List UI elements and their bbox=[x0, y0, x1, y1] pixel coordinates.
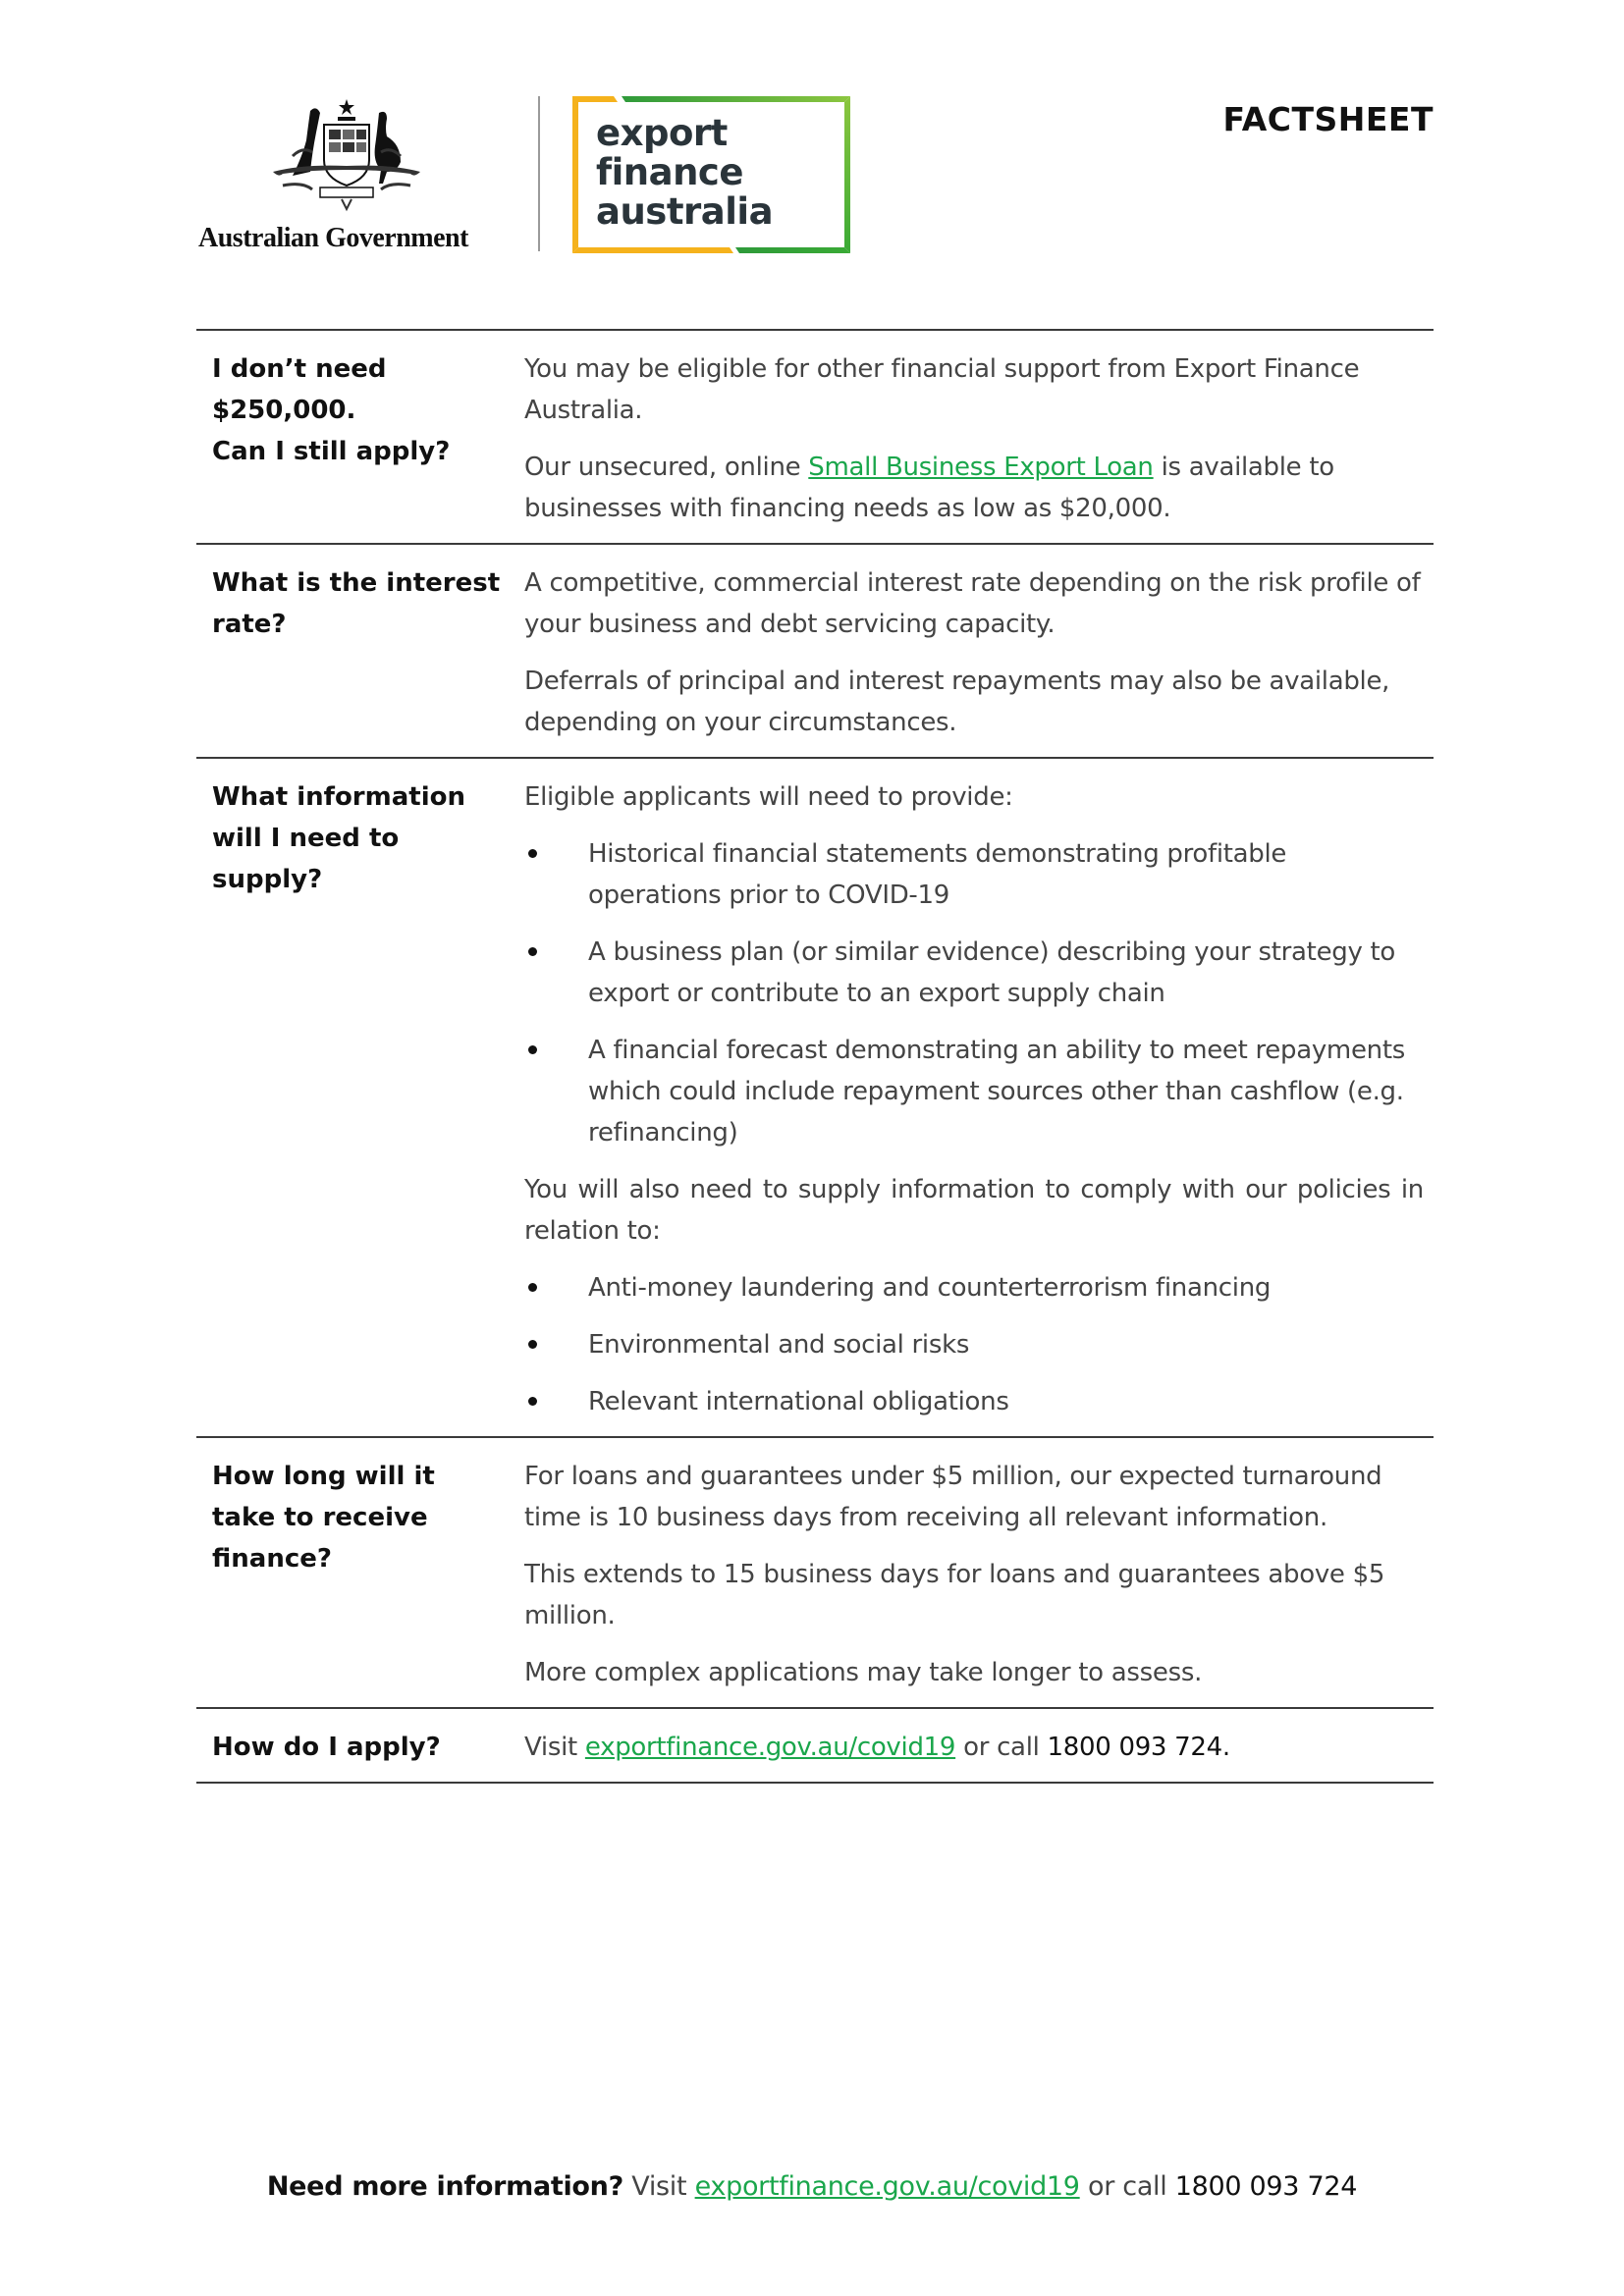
answer-paragraph: You will also need to supply information to comply with our policies in relation to: bbox=[524, 1175, 1424, 1246]
list-item: A business plan (or similar evidence) describing your strategy to export or contribute to an export supply chain bbox=[524, 932, 1424, 1014]
faq-question: How long will it take to receive finance? bbox=[212, 1462, 435, 1574]
faq-table bbox=[196, 329, 1434, 1784]
document-type-label: FACTSHEET bbox=[1222, 100, 1434, 138]
answer-text: is available to businesses with financing needs as low as $20,000. bbox=[524, 453, 1334, 523]
small-business-export-loan-link[interactable]: Small Business Export Loan bbox=[808, 453, 1154, 482]
faq-row-interest-rate bbox=[196, 545, 1434, 759]
footer-lead: Need more information? bbox=[266, 2171, 623, 2202]
answer-paragraph: Eligible applicants will need to provide: bbox=[524, 782, 1013, 812]
faq-answer bbox=[507, 759, 1434, 1436]
page-footer bbox=[0, 2171, 1624, 2202]
government-name: Australian Government bbox=[198, 223, 468, 253]
australian-government-logo bbox=[196, 93, 511, 260]
list-item: A financial forecast demonstrating an ability to meet repayments which could include repayment sources other than cashflow (e.g. refinancing) bbox=[524, 1030, 1424, 1153]
page-header bbox=[0, 0, 1624, 294]
list-item: Environmental and social risks bbox=[524, 1324, 1424, 1365]
answer-paragraph bbox=[524, 447, 1424, 529]
answer-paragraph: This extends to 15 business days for loans and guarantees above $5 million. bbox=[524, 1560, 1385, 1630]
export-finance-australia-logo bbox=[572, 96, 850, 253]
answer-text: Visit bbox=[524, 1733, 585, 1762]
covid19-page-link[interactable]: exportfinance.gov.au/covid19 bbox=[584, 1733, 956, 1762]
faq-answer bbox=[507, 331, 1434, 543]
faq-question: What is the interest rate? bbox=[212, 568, 501, 639]
faq-row-how-to-apply bbox=[196, 1709, 1434, 1784]
list-item: Anti-money laundering and counterterrorism financing bbox=[524, 1267, 1424, 1308]
answer-paragraph: A competitive, commercial interest rate depending on the risk profile of your business and debt servicing capacity. bbox=[524, 568, 1421, 639]
footer-covid19-link[interactable]: exportfinance.gov.au/covid19 bbox=[694, 2171, 1080, 2202]
efa-wordmark-line: finance bbox=[596, 151, 743, 193]
faq-answer bbox=[507, 1709, 1434, 1782]
logo-divider bbox=[538, 96, 540, 251]
faq-answer bbox=[507, 1438, 1434, 1707]
faq-question bbox=[196, 331, 507, 543]
policy-areas-list bbox=[524, 1267, 1424, 1422]
faq-row-smaller-amount bbox=[196, 331, 1434, 545]
faq-question-line: Can I still apply? bbox=[212, 437, 451, 466]
efa-wordmark-line: australia bbox=[596, 190, 774, 233]
answer-paragraph: More complex applications may take longer to assess. bbox=[524, 1658, 1203, 1687]
required-documents-list bbox=[524, 833, 1424, 1153]
faq-question: What information will I need to supply? bbox=[212, 782, 465, 894]
faq-row-information-required bbox=[196, 759, 1434, 1438]
efa-wordmark bbox=[596, 114, 832, 232]
faq-question-line: I don’t need bbox=[212, 354, 387, 384]
answer-paragraph: You may be eligible for other financial support from Export Finance Australia. bbox=[524, 354, 1360, 425]
footer-phone-number: 1800 093 724 bbox=[1174, 2171, 1358, 2202]
answer-text: or call bbox=[955, 1733, 1048, 1762]
faq-row-turnaround-time bbox=[196, 1438, 1434, 1709]
phone-number: 1800 093 724. bbox=[1047, 1733, 1230, 1762]
coat-of-arms-icon bbox=[263, 97, 430, 215]
answer-paragraph bbox=[524, 1727, 1424, 1768]
faq-answer bbox=[507, 545, 1434, 757]
answer-paragraph: For loans and guarantees under $5 million, our expected turnaround time is 10 business days from receiving all relevant information. bbox=[524, 1462, 1382, 1532]
answer-text: Our unsecured, online bbox=[524, 453, 809, 482]
faq-question-line: $250,000. bbox=[212, 396, 356, 425]
answer-paragraph: Deferrals of principal and interest repayments may also be available, depending on your circumstances. bbox=[524, 667, 1390, 737]
list-item: Relevant international obligations bbox=[524, 1381, 1424, 1422]
efa-wordmark-line: export bbox=[596, 112, 728, 154]
footer-text: Visit bbox=[623, 2171, 695, 2202]
list-item: Historical financial statements demonstrating profitable operations prior to COVID-19 bbox=[524, 833, 1424, 916]
faq-question: How do I apply? bbox=[212, 1733, 441, 1762]
footer-text: or call bbox=[1079, 2171, 1175, 2202]
